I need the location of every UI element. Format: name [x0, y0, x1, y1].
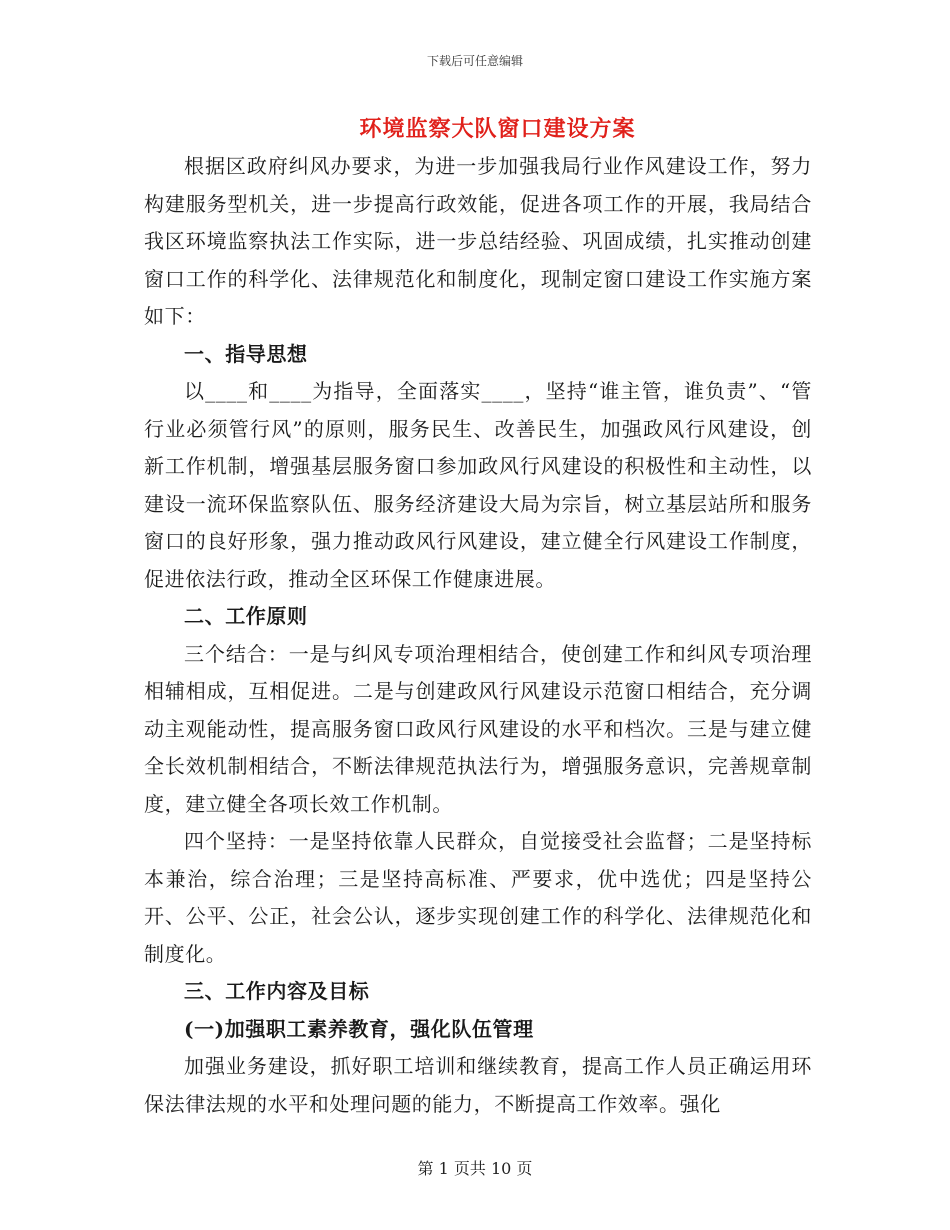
document-title: 环境监察大队窗口建设方案	[359, 116, 636, 142]
section-heading-guiding-thought: 一、指导思想	[184, 341, 308, 366]
section-heading-work-principles: 二、工作原则	[184, 604, 308, 628]
header-note: 下载后可任意编辑	[426, 54, 523, 68]
intro-paragraph: 根据区政府纠风办要求，为进一步加强我局行业作风建设工作，努力构建服务型机关，进一步提高行政效能，促进各项工作的开展，我局结合我区环境监察执法工作实际，进一步总结经验、巩固成绩，扎实推动创建窗口工作的科学化、法律规范化和制度化，现制定窗口建设工作实施方案如下：	[144, 154, 812, 328]
staff-education-paragraph: 加强业务建设，抓好职工培训和继续教育，提高工作人员正确运用环保法律法规的水平和处理问题的能力，不断提高工作效率。强化	[144, 1054, 812, 1116]
guiding-thought-paragraph: 以____和____为指导，全面落实____，坚持“谁主管，谁负责”、“管行业必须管行风”的原则，服务民生、改善民生，加强政风行风建设，创新工作机制，增强基层服务窗口参加政风行风建设的积极性和主动性，以建设一流环保监察队伍、服务经济建设大局为宗旨，树立基层站所和服务窗口的良好形象，强力推动政风行风建设，建立健全行风建设工作制度，促进依法行政，推动全区环保工作健康进展。	[144, 379, 812, 591]
subsection-heading-staff-education: (一)加强职工素养教育，强化队伍管理	[184, 1016, 534, 1041]
section-heading-content-goals: 三、工作内容及目标	[184, 979, 370, 1003]
three-combinations-paragraph: 三个结合：一是与纠风专项治理相结合，使创建工作和纠风专项治理相辅相成，互相促进。二是与创建政风行风建设示范窗口相结合，充分调动主观能动性，提高服务窗口政风行风建设的水平和档次。三是与建立健全长效机制相结合，不断法律规范执法行为，增强服务意识，完善规章制度，建立健全各项长效工作机制。	[144, 641, 812, 816]
document-body	[144, 148, 812, 1123]
four-persistences-paragraph: 四个坚持：一是坚持依靠人民群众，自觉接受社会监督；二是坚持标本兼治，综合治理；三是坚持高标准、严要求，优中选优；四是坚持公开、公平、公正，社会公认，逐步实现创建工作的科学化、法律规范化和制度化。	[144, 829, 812, 966]
page-number-footer: 第 1 页共 10 页	[417, 1159, 533, 1178]
